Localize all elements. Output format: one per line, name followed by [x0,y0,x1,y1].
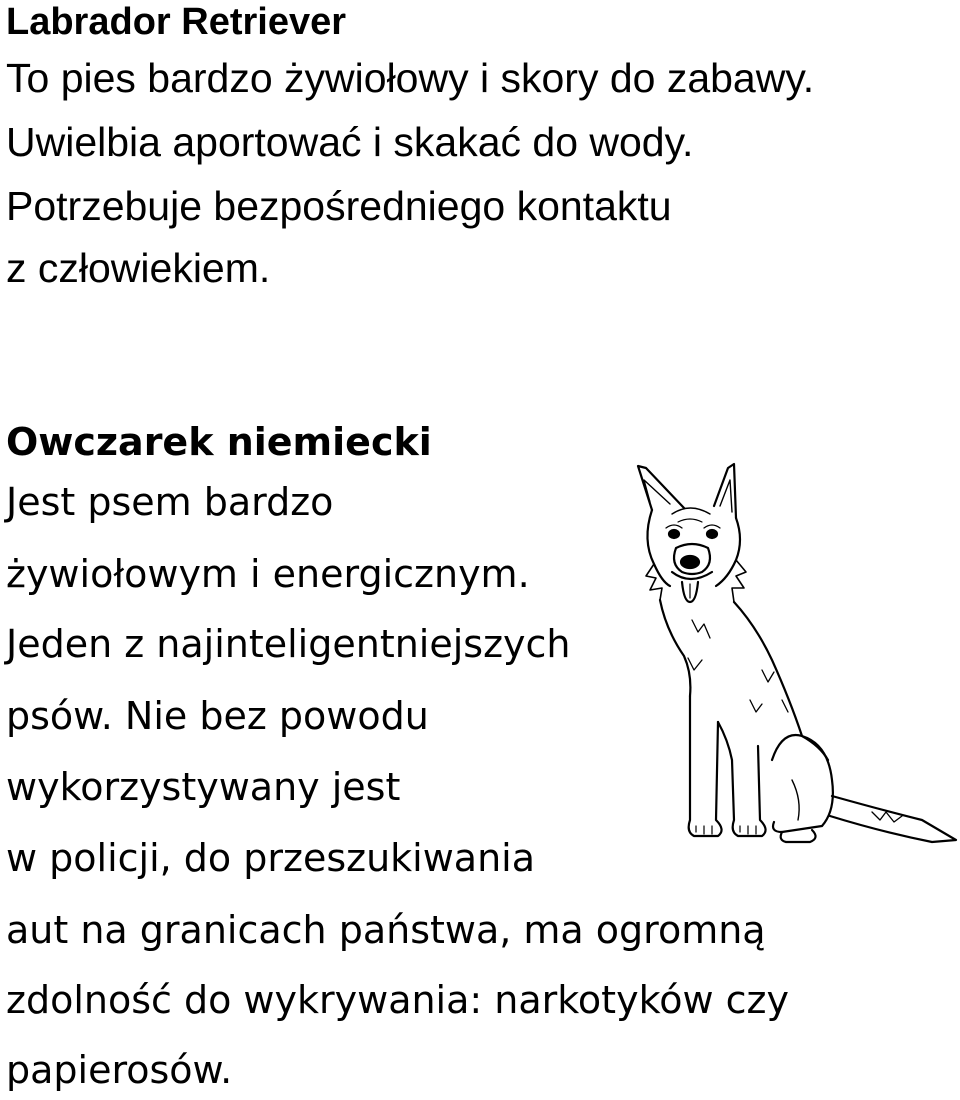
labrador-title: Labrador Retriever [6,1,347,43]
owczarek-text-line: aut na granicach państwa, ma ogromną [6,908,766,952]
labrador-text-line: z człowiekiem. [6,245,271,291]
owczarek-text-line: wykorzystywany jest [6,765,401,809]
owczarek-title: Owczarek niemiecki [6,420,432,464]
labrador-text-line: Uwielbia aportować i skakać do wody. [6,119,694,165]
owczarek-text-line: zdolność do wykrywania: narkotyków czy [6,978,789,1022]
owczarek-text-line: psów. Nie bez powodu [6,694,429,738]
labrador-text-line: To pies bardzo żywiołowy i skory do zabawy. [6,55,815,101]
owczarek-text-line: Jeden z najinteligentniejszych [6,622,571,666]
owczarek-text-line: w policji, do przeszukiwania [6,836,536,880]
owczarek-text-line: Jest psem bardzo [6,480,334,524]
german-shepherd-icon [632,460,958,860]
owczarek-text-line: żywiołowym i energicznym. [6,552,530,596]
owczarek-text-line: papierosów. [6,1048,233,1092]
labrador-text-line: Potrzebuje bezpośredniego kontaktu [6,183,672,229]
